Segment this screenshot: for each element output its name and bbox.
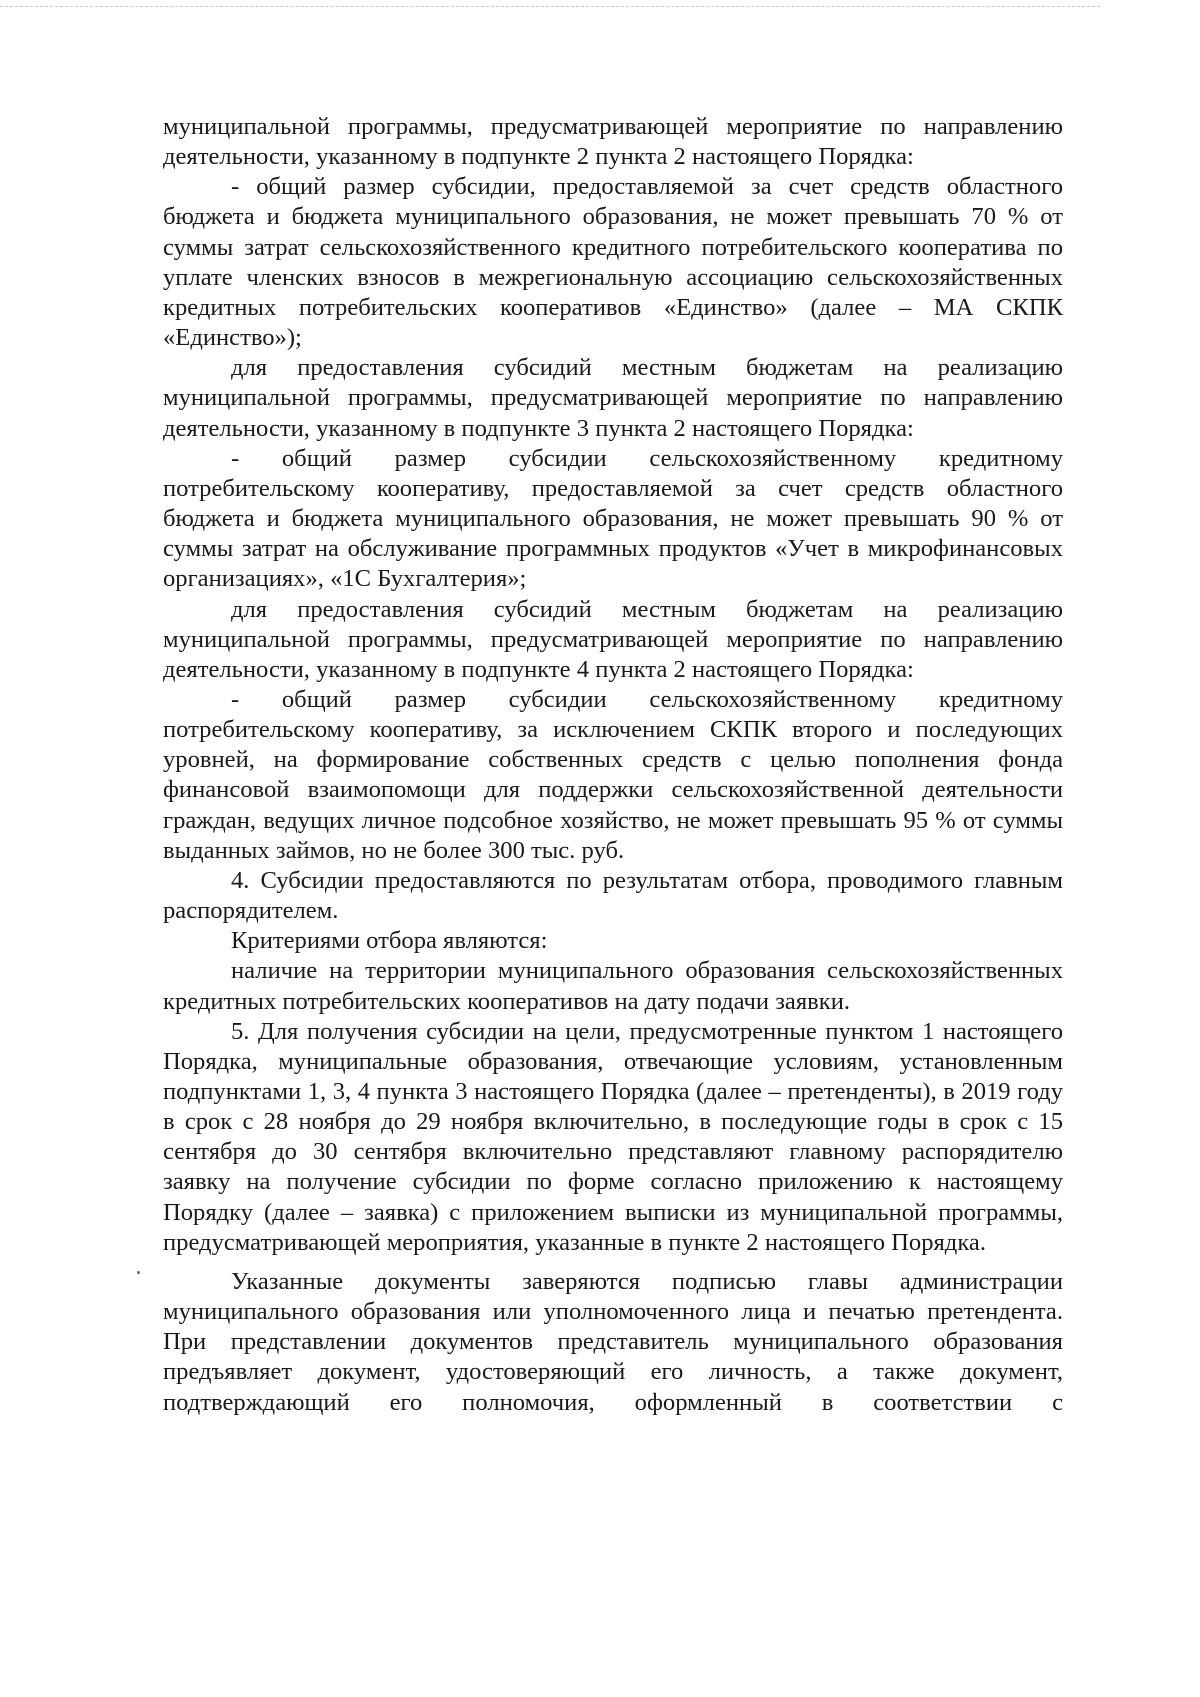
paragraph-program-item-4: для предоставления субсидий местным бюджетам на реализацию муниципальной программы, предусматривающей мероприятие по направлению деятельности, указанному в подпункте 4 пункта 2 настоящего Порядка: (163, 595, 1063, 683)
paragraph-document-certification: Указанные документы заверяются подписью главы администрации муниципального образования или уполномоченного лица и печатью претендента. При представлении документов представитель муниципального образования предъявляет документ, удостоверяющий его личность, а также документ, подтверждающий его полномочия, оформленный в соответствии с (163, 1267, 1063, 1416)
paragraph-selection-criteria-heading: Критериями отбора являются: (231, 927, 548, 955)
paragraph-subsidy-limit-90: - общий размер субсидии сельскохозяйственному кредитному потребительскому кооперативу, предоставляемой за счет средств областного бюджета и бюджета муниципального образования, не может превышать 90 % от суммы затрат на обслуживание программных продуктов «Учет в микрофинансовых организациях», «1С Бухгалтерия»; (163, 444, 1063, 593)
paragraph-continuation: муниципальной программы, предусматривающей мероприятие по направлению деятельности, указанному в подпункте 2 пункта 2 настоящего Порядка: (163, 113, 1063, 171)
paragraph-subsidy-limit-70: - общий размер субсидии, предоставляемой за счет средств областного бюджета и бюджета муниципального образования, не может превышать 70 % от суммы затрат сельскохозяйственного кредитного потребительского кооператива по уплате членских взносов в межрегиональную ассоциацию сельскохозяйственных кредитных потребительских кооперативов «Единство» (далее – МА СКПК «Единство»); (163, 173, 1063, 352)
paragraph-selection-criteria: наличие на территории муниципального образования сельскохозяйственных кредитных потребительских кооперативов на дату подачи заявки. (163, 957, 1063, 1015)
scan-speck (137, 1271, 140, 1274)
paragraph-program-item-3: для предоставления субсидий местным бюджетам на реализацию муниципальной программы, предусматривающей мероприятие по направлению деятельности, указанному в подпункте 3 пункта 2 настоящего Порядка: (163, 354, 1063, 442)
paragraph-point-5: 5. Для получения субсидии на цели, предусмотренные пунктом 1 настоящего Порядка, муниципальные образования, отвечающие условиям, установленным подпунктами 1, 3, 4 пункта 3 настоящего Порядка (далее – претенденты), в 2019 году в срок с 28 ноября до 29 ноября включительно, в последующие годы в срок с 15 сентября до 30 сентября включительно представляют главному распорядителю заявку на получение субсидии по форме согласно приложению к настоящему Порядку (далее – заявка) с приложением выписки из муниципальной программы, предусматривающей мероприятия, указанные в пункте 2 настоящего Порядка. (163, 1017, 1063, 1256)
paragraph-point-4: 4. Субсидии предоставляются по результатам отбора, проводимого главным распорядителем. (163, 866, 1063, 925)
scan-top-edge (0, 6, 1100, 7)
document-text (163, 112, 1063, 1418)
paragraph-subsidy-limit-95: - общий размер субсидии сельскохозяйственному кредитному потребительскому кооперативу, за исключением СКПК второго и последующих уровней, на формирование собственных средств с целью пополнения фонда финансовой взаимопомощи для поддержки сельскохозяйственной деятельности граждан, ведущих личное подсобное хозяйство, не может превышать 95 % от суммы выданных займов, но не более 300 тыс. руб. (163, 685, 1063, 864)
